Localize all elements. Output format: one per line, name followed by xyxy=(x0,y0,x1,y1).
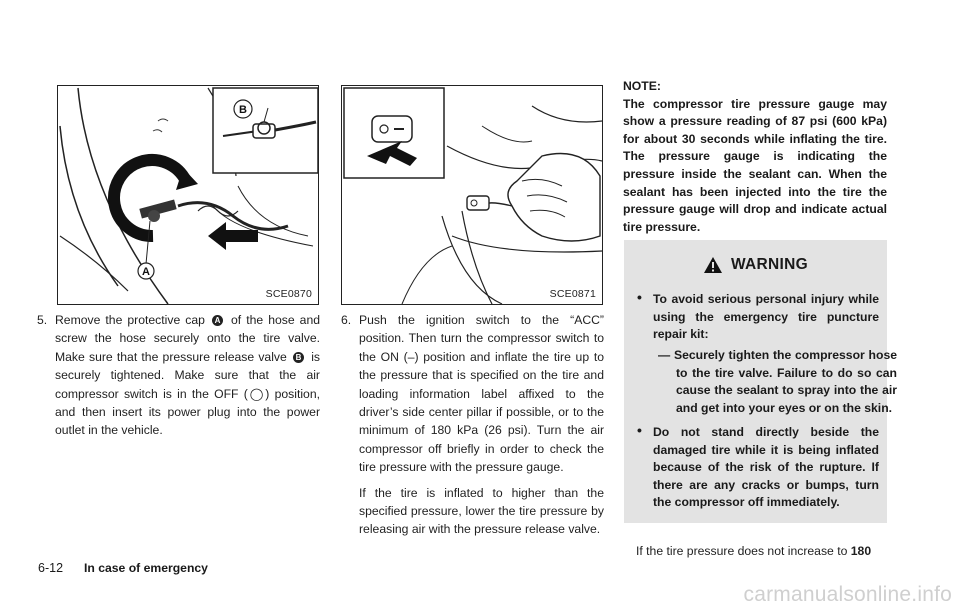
section-title: In case of emergency xyxy=(84,561,208,575)
callout-b-badge: B xyxy=(293,352,304,363)
step-6-text: Push the ignition switch to the “ACC” position. Then turn the compressor switch to the ON (–) position and inflate the tire up to the pressure that is specified on the tire and loading information label affixed to the driver’s side center pillar if possible, or to the minimum of 180 kPa (26 psi). Turn the air compressor off briefly in order to check the tire pressure with the pressure gauge. xyxy=(359,313,604,475)
warning-header xyxy=(624,240,887,290)
step-6-text-2: If the tire is inflated to higher than the specified pressure, lower the tire pressure by releasing air with the pressure release valve. xyxy=(359,485,604,537)
warning-box xyxy=(624,240,897,523)
step-5 xyxy=(37,311,320,440)
warning-title: WARNING xyxy=(730,256,808,273)
callout-b-label: B xyxy=(239,104,247,116)
compressor-switch-illustration xyxy=(342,86,604,306)
note-block xyxy=(623,78,887,236)
figure-compressor-switch xyxy=(341,85,603,305)
note-text: The compressor tire pressure gauge may show a pressure reading of 87 psi (600 kPa) for about 30 seconds while inflating the tire. The pressure gauge is indicating the pressure inside the sealant can. When the sealant has been injected into the tire the pressure gauge will drop and indicate actual tire pressure. xyxy=(623,96,887,234)
continuation-body: If the tire pressure does not increase to xyxy=(636,544,848,558)
warning-icon xyxy=(703,256,723,274)
figure-code: SCE0870 xyxy=(265,288,312,300)
callout-a-badge: A xyxy=(212,315,223,326)
continuation-bold: 180 xyxy=(850,544,872,558)
step-number: 6. xyxy=(341,313,352,327)
warning-item-1: To avoid serious personal injury while using the emergency tire puncture repair kit: xyxy=(653,292,879,342)
note-label: NOTE: xyxy=(623,79,661,93)
figure-code: SCE0871 xyxy=(549,288,596,300)
hose-connection-illustration xyxy=(58,86,320,306)
step-5-text-3: is securely tightened. Make sure that the air compressor switch is in the OFF (◯) position, and then insert its power plug into the power outlet in the vehicle. xyxy=(55,349,320,438)
bullet: • xyxy=(637,289,642,305)
warning-subitem-1: — Securely tighten the compressor hose to the tire valve. Failure to do so can cause the sealant to spray into the air and get into your eyes or on the skin. xyxy=(658,348,897,415)
warning-item-2: Do not stand directly beside the damaged tire while it is being inflated because of the risk of the rupture. If there are any cracks or bumps, turn the compressor off immediately. xyxy=(653,425,879,510)
step-6 xyxy=(341,311,604,539)
callout-a-label: A xyxy=(142,266,150,278)
figure-hose-connection xyxy=(57,85,319,305)
page-number: 6-12 xyxy=(38,561,64,575)
bullet: • xyxy=(637,422,642,438)
continuation-text xyxy=(636,544,871,558)
step-number: 5. xyxy=(37,313,48,327)
watermark: carmanualsonline.info xyxy=(743,583,952,606)
step-5-text-1: Remove the protective cap xyxy=(55,313,205,327)
step-5-text-2: of the hose and screw the hose securely onto the tire valve. Make sure that the pressure release valve xyxy=(55,313,320,364)
